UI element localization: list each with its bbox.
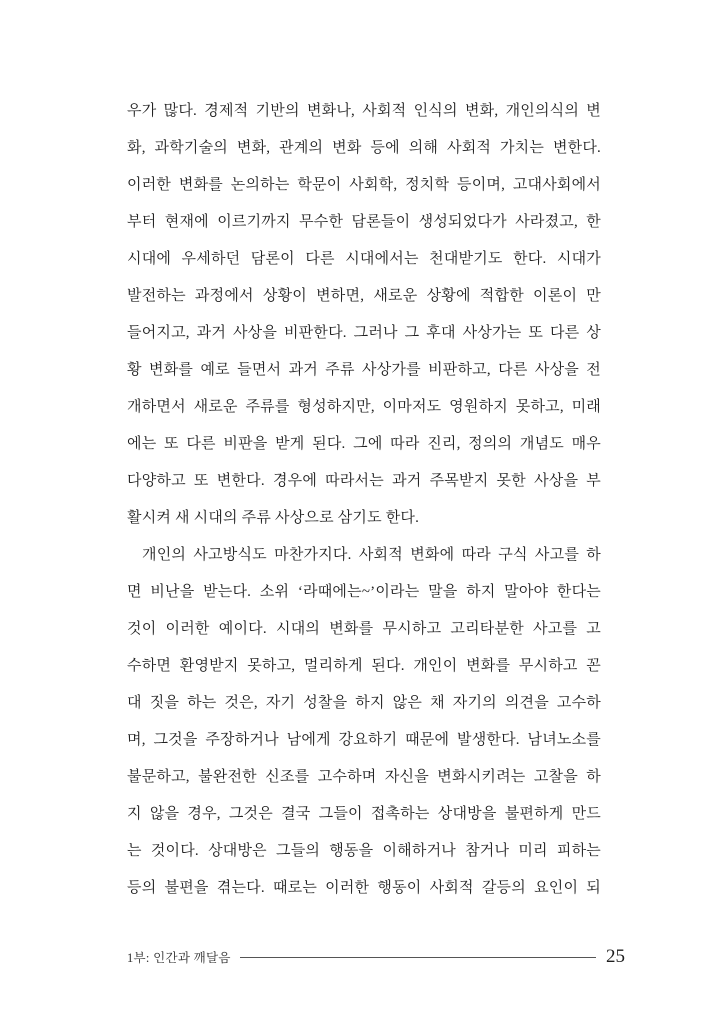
text-line: 우가 많다. 경제적 기반의 변화나, 사회적 인식의 변화, 개인의식의 변: [127, 103, 601, 119]
text-line: 수하면 환영받지 못하고, 멀리하게 된다. 개인이 변화를 무시하고 꼰: [127, 658, 601, 674]
text-line: 화, 과학기술의 변화, 관계의 변화 등에 의해 사회적 가치는 변한다.: [127, 140, 601, 156]
text-line: 대 짓을 하는 것은, 자기 성찰을 하지 않은 채 자기의 의견을 고수하: [127, 695, 601, 711]
page-body-text: [127, 93, 601, 907]
text-line: 발전하는 과정에서 상황이 변하면, 새로운 상황에 적합한 이론이 만: [127, 288, 601, 304]
text-line: 다양하고 또 변한다. 경우에 따라서는 과거 주목받지 못한 사상을 부: [127, 473, 601, 489]
footer-page-number: 25: [606, 946, 625, 967]
text-line: 시대에 우세하던 담론이 다른 시대에서는 천대받기도 한다. 시대가: [127, 251, 601, 267]
text-line: 황 변화를 예로 들면서 과거 주류 사상가를 비판하고, 다른 사상을 전: [127, 362, 601, 378]
text-line: 등의 불편을 겪는다. 때로는 이러한 행동이 사회적 갈등의 요인이 되: [127, 880, 601, 896]
text-line: 지 않을 경우, 그것은 결국 그들이 접촉하는 상대방을 불편하게 만드: [127, 806, 601, 822]
text-line: 면 비난을 받는다. 소위 ‘라때에는~’이라는 말을 하지 말아야 한다는: [127, 584, 601, 600]
footer-rule: [240, 957, 596, 958]
text-line: 며, 그것을 주장하거나 남에게 강요하기 때문에 발생한다. 남녀노소를: [127, 732, 601, 748]
text-line: 는 것이다. 상대방은 그들의 행동을 이해하거나 참거나 미리 피하는: [127, 843, 601, 859]
text-line: 개인의 사고방식도 마찬가지다. 사회적 변화에 따라 구식 사고를 하: [142, 547, 601, 563]
footer-section-label: 1부: 인간과 깨달음: [127, 951, 231, 965]
text-line: 에는 또 다른 비판을 받게 된다. 그에 따라 진리, 정의의 개념도 매우: [127, 436, 601, 452]
text-line: 것이 이러한 예이다. 시대의 변화를 무시하고 고리타분한 사고를 고: [127, 621, 601, 637]
text-line: 이러한 변화를 논의하는 학문이 사회학, 정치학 등이며, 고대사회에서: [127, 177, 601, 193]
page-footer: [127, 944, 625, 970]
text-line: 들어지고, 과거 사상을 비판한다. 그러나 그 후대 사상가는 또 다른 상: [127, 325, 601, 341]
text-line: 개하면서 새로운 주류를 형성하지만, 이마저도 영원하지 못하고, 미래: [127, 399, 601, 415]
text-line: 부터 현재에 이르기까지 무수한 담론들이 생성되었다가 사라졌고, 한: [127, 214, 601, 230]
text-line: 불문하고, 불완전한 신조를 고수하며 자신을 변화시키려는 고찰을 하: [127, 769, 601, 785]
text-line: 활시켜 새 시대의 주류 사상으로 삼기도 한다.: [127, 510, 420, 526]
